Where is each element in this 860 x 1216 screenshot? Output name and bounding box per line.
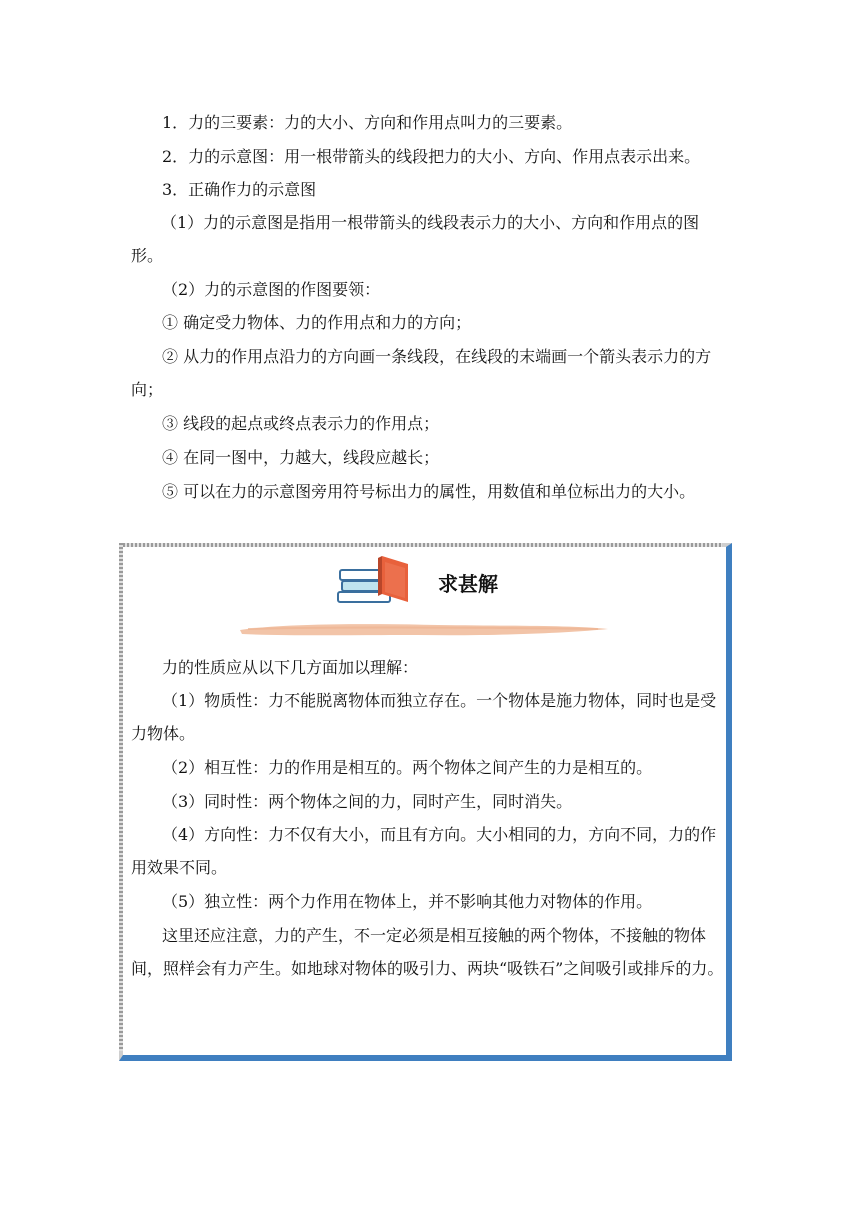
box-title: 求甚解	[438, 572, 498, 596]
item-2: 2．力的示意图：用一根带箭头的线段把力的大小、方向、作用点表示出来。	[162, 147, 701, 166]
step-1: ① 确定受力物体、力的作用点和力的方向；	[162, 313, 472, 332]
box-intro: 力的性质应从以下几方面加以理解：	[162, 658, 419, 677]
step-3: ③ 线段的起点或终点表示力的作用点；	[162, 414, 440, 433]
property-5: （5）独立性：两个力作用在物体上，并不影响其他力对物体的作用。	[162, 892, 653, 911]
property-2: （2）相互性：力的作用是相互的。两个物体之间产生的力是相互的。	[162, 758, 653, 777]
property-4: （4）方向性：力不仅有大小，而且有方向。大小相同的力，方向不同，力的作用效果不同。	[131, 825, 717, 877]
property-1: （1）物质性：力不能脱离物体而独立存在。一个物体是施力物体，同时也是受力物体。	[131, 691, 717, 743]
brush-stroke-divider	[238, 621, 610, 639]
property-3: （3）同时性：两个物体之间的力，同时产生，同时消失。	[162, 792, 573, 811]
step-2: ② 从力的作用点沿力的方向画一条线段，在线段的末端画一个箭头表示力的方向；	[131, 347, 712, 399]
item-3-2: （2）力的示意图的作图要领：	[162, 280, 381, 299]
books-icon	[336, 550, 416, 606]
item-1: 1．力的三要素：力的大小、方向和作用点叫力的三要素。	[162, 113, 573, 132]
step-4: ④ 在同一图中，力越大，线段应越长；	[162, 448, 440, 467]
step-5: ⑤ 可以在力的示意图旁用符号标出力的属性，用数值和单位标出力的大小。	[162, 482, 696, 501]
box-note: 这里还应注意，力的产生，不一定必须是相互接触的两个物体，不接触的物体间，照样会有力产生。如地球对物体的吸引力、两块“吸铁石”之间吸引或排斥的力。	[131, 926, 724, 978]
item-3: 3．正确作力的示意图	[162, 180, 317, 199]
item-3-1: （1）力的示意图是指用一根带箭头的线段表示力的大小、方向和作用点的图形。	[131, 213, 700, 265]
